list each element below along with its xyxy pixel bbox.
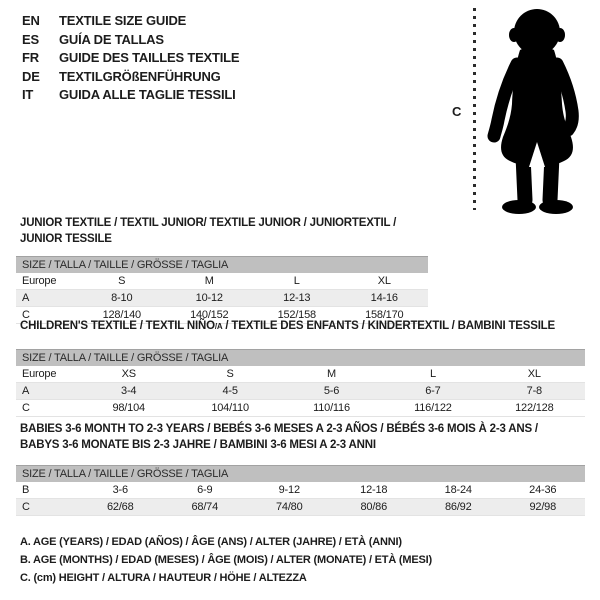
footnotes [20,533,432,587]
table-cell: 12-18 [360,484,388,496]
table-cell: M [204,275,214,287]
table-cell: XL [527,368,541,380]
footnote-a: A. AGE (YEARS) / EDAD (AÑOS) / ÂGE (ANS) / ALTER (JAHRE) / ETÀ (ANNI) [20,536,402,548]
language-code: FR [22,50,39,65]
table-cell: 3-6 [112,484,128,496]
table-cell: 122/128 [515,402,554,414]
table-cell: 80/86 [360,501,388,513]
language-code: IT [22,87,34,102]
table-cell: 74/80 [275,501,303,513]
language-text: GUÍA DE TALLAS [59,31,164,47]
table-cell: XL [377,275,391,287]
table-cell: 18-24 [444,484,472,496]
footnote-c: C. (cm) HEIGHT / ALTURA / HAUTEUR / HÖHE / ALTEZZA [20,572,307,584]
row-label: A [22,292,30,304]
table-cell: 158/170 [365,309,404,321]
table-cell: 86/92 [444,501,472,513]
row-label: Europe [22,368,57,380]
table-cell: 128/140 [102,309,141,321]
table-cell: 92/98 [529,501,557,513]
row-label: Europe [22,275,57,287]
table-row [16,366,585,383]
language-row-es [22,31,239,50]
footnote-b: B. AGE (MONTHS) / EDAD (MESES) / ÂGE (MOIS) / ALTER (MONATE) / ETÀ (MESI) [20,554,432,566]
table-size-header: SIZE / TALLA / TAILLE / GRÖSSE / TAGLIA [16,465,585,482]
table-row [16,482,585,499]
height-measure-label: C [452,104,462,119]
row-label: C [22,501,30,513]
table-cell: 152/158 [277,309,316,321]
section-children-textile [16,318,585,417]
babies-size-table [16,465,585,516]
language-row-fr [22,49,239,68]
table-cell: 10-12 [195,292,223,304]
table-cell: 68/74 [191,501,219,513]
title-text: / TEXTILE DES ENFANTS / KINDERTEXTIL / BAMBINI TESSILE [222,320,555,332]
table-cell: 8-10 [111,292,133,304]
table-cell: 62/68 [106,501,134,513]
table-cell: 24-36 [529,484,557,496]
table-cell: S [226,368,234,380]
table-cell: 9-12 [278,484,300,496]
table-cell: 6-7 [425,385,441,397]
row-label: C [22,309,30,321]
table-cell: XS [121,368,136,380]
table-cell: L [293,275,300,287]
table-cell: 12-13 [283,292,311,304]
language-code: ES [22,31,39,47]
language-row-it [22,86,239,105]
section-title-block [16,421,585,453]
table-cell: 98/104 [112,402,145,414]
table-cell: 14-16 [370,292,398,304]
row-label: C [22,402,30,414]
table-row [16,290,428,307]
section-junior-textile [16,215,428,324]
row-label: B [22,484,30,496]
baby-silhouette-icon [479,4,597,216]
language-text: TEXTILE SIZE GUIDE [59,13,187,28]
table-row [16,499,585,516]
section-title [20,318,585,335]
table-cell: 4-5 [222,385,238,397]
table-cell: 140/152 [190,309,229,321]
language-text: GUIDE DES TAILLES TEXTILE [59,50,240,65]
section-title-line1: BABIES 3-6 MONTH TO 2-3 YEARS / BEBÉS 3-6 MESES A 2-3 AÑOS / BÉBÉS 3-6 MOIS À 2-3 ANS / [20,423,538,435]
children-size-table [16,349,585,417]
language-code: EN [22,13,40,28]
table-cell: 7-8 [526,385,542,397]
table-cell: 104/110 [211,402,249,414]
language-code: DE [22,68,40,84]
junior-size-table [16,256,428,324]
table-cell: 3-4 [121,385,137,397]
table-cell: M [327,368,336,380]
table-row [16,383,585,400]
table-size-header: SIZE / TALLA / TAILLE / GRÖSSE / TAGLIA [16,349,585,366]
language-list [22,12,239,105]
language-text: TEXTILGRÖßENFÜHRUNG [59,68,221,84]
language-row-en [22,12,239,31]
table-cell: 110/116 [313,402,350,414]
language-row-de [22,68,239,87]
table-size-header: SIZE / TALLA / TAILLE / GRÖSSE / TAGLIA [16,256,428,273]
language-text: GUIDA ALLE TAGLIE TESSILI [59,87,236,102]
table-cell: S [118,275,126,287]
table-row [16,400,585,417]
title-text: CHILDREN'S TEXTILE / TEXTIL NIÑO [20,320,215,332]
section-babies-textile [16,421,585,516]
title-subscript: /A [214,322,223,331]
table-cell: L [429,368,436,380]
table-cell: 5-6 [323,385,340,397]
table-cell: 6-9 [197,484,213,496]
table-cell: 116/122 [414,402,452,414]
height-measure-dotted-line [473,8,476,210]
section-title: JUNIOR TEXTILE / TEXTIL JUNIOR/ TEXTILE JUNIOR / JUNIORTEXTIL / JUNIOR TESSILE [20,217,397,245]
row-label: A [22,385,30,397]
table-row [16,273,428,290]
section-title-line2: BABYS 3-6 MONATE BIS 2-3 JAHRE / BAMBINI 3-6 MESI A 2-3 ANNI [20,439,376,451]
